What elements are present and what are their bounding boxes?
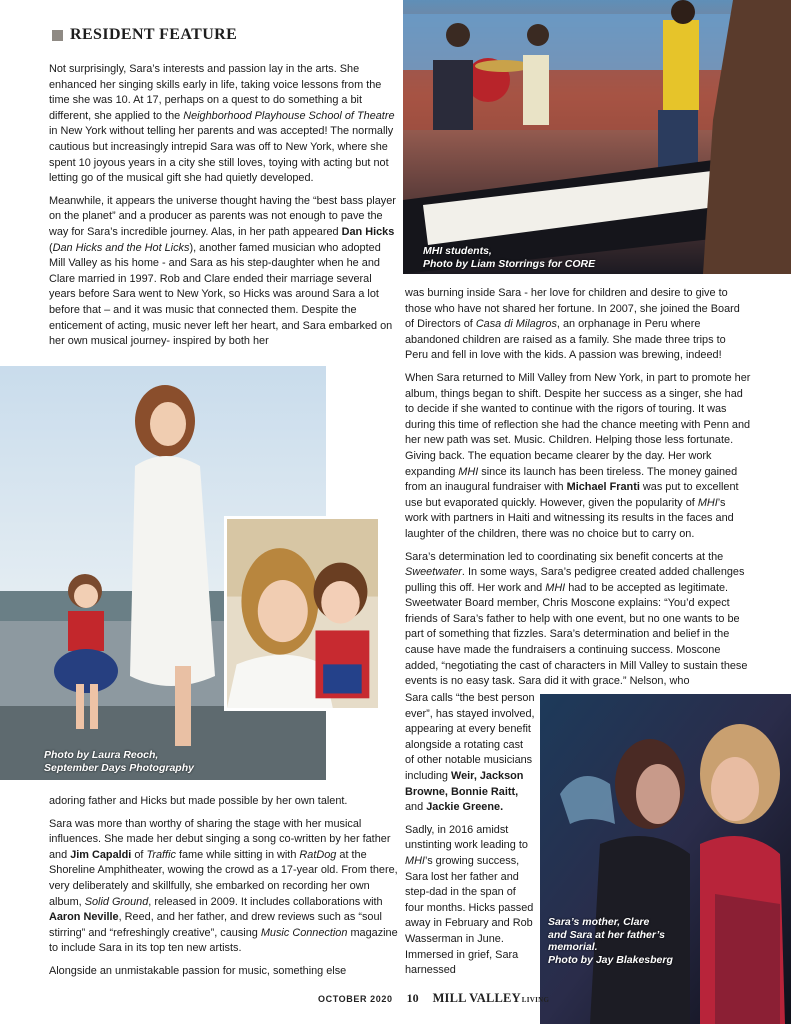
text-run: MHI bbox=[697, 496, 718, 509]
text-run: Michael Franti bbox=[566, 481, 640, 494]
page-number: 10 bbox=[406, 991, 419, 1005]
text-run: ), another famed musician who adopted Mill Valley as his home - and Sara as his step-daughter when he and Clare married in 1997. Rob and Clare ended their marriage several years before Sara went to New York, so Hicks was around Sara a lot before that – and it was music that connected them. Despite the enticement of acting, music never left her heart, and Sara embarked on her own musical journey- inspired by both her bbox=[49, 241, 393, 348]
paragraph bbox=[49, 194, 399, 350]
text-run: Jim Capaldi bbox=[70, 848, 132, 861]
text-run: Weir, Jackson Browne, Bonnie Raitt, bbox=[405, 769, 524, 798]
paragraph bbox=[49, 794, 399, 810]
paragraph bbox=[405, 691, 535, 816]
memorial-concert-photo bbox=[540, 694, 791, 1024]
students-caption: MHI students, Photo by Liam Storrings for CORE bbox=[423, 245, 596, 270]
column-1-bottom bbox=[49, 794, 399, 978]
magazine-brand-sub: LIVING bbox=[521, 996, 550, 1004]
text-run: Not surprisingly, Sara’s interests and passion lay in the arts. She enhanced her singing skills early in life, taking voice lessons from the time she was 10. At 17, perhaps on a quest to do something a bit different, she applied to the bbox=[49, 63, 382, 122]
section-header bbox=[52, 26, 237, 44]
paragraph bbox=[49, 964, 399, 978]
beach-caption: Photo by Laura Reoch, September Days Photography bbox=[44, 749, 194, 774]
text-run: Dan Hicks bbox=[341, 225, 395, 238]
text-run: Meanwhile, it appears the universe thought having the “best bass player on the planet” and a producer as parents was not enough to pave the way for Sara’s incredible journey. Alas, in her path appeared bbox=[49, 194, 396, 238]
text-run: When Sara returned to Mill Valley from New York, in part to promote her album, things began to shift. Despite her success as a singer, she had to decide if she wanted to continue with the rigors of touring. It was during this time of reflection she had the chance meeting with Penn and her new path was set. Music. Children. Helping those less fortunate. Giving back. The equation became clearer by the day. Her work expanding bbox=[405, 371, 751, 478]
text-run: was burning inside Sara - her love for children and desire to give to those who have not shared her fortune. In 2007, she joined the Board of Directors of bbox=[405, 287, 740, 331]
text-run: Music Connection bbox=[260, 926, 348, 939]
paragraph bbox=[49, 817, 399, 957]
concert-caption: Sara’s mother, Clare and Sara at her father’s memorial. Photo by Jay Blakesberg bbox=[548, 916, 673, 966]
text-run: magazine to include Sara in its top ten new artists. bbox=[49, 926, 398, 955]
header-square-icon bbox=[52, 30, 63, 41]
text-run: RatDog bbox=[299, 848, 337, 861]
section-title: RESIDENT FEATURE bbox=[70, 26, 238, 43]
text-run: Traffic bbox=[146, 848, 176, 861]
text-run: in New York without telling her parents and was accepted! The normally cautious but increasingly intrepid Sara was off to New York, where she spent 10 joyous years in a city she still loves, toying with acting but not letting go of the musical gift she had quietly developed. bbox=[49, 125, 394, 185]
paragraph bbox=[405, 823, 535, 977]
text-run: ’s growing success, Sara lost her father and step-dad in the span of four months. Hicks passed away in February and Rob Wasserman in June. Immersed in grief, Sara harnessed bbox=[405, 854, 534, 977]
paragraph bbox=[405, 550, 751, 690]
column-1-top bbox=[49, 62, 399, 362]
text-run: at the Shoreline Amphitheater, wowing the crowd as a 17-year old. From there, very deliberately and skillfully, she embarked on recording her own album, bbox=[49, 848, 398, 908]
text-run: Sara’s determination led to coordinating six benefit concerts at the bbox=[405, 550, 724, 563]
paragraph bbox=[405, 286, 751, 364]
mhi-students-photo bbox=[403, 0, 791, 274]
text-run: Aaron Neville bbox=[49, 911, 119, 924]
text-run: , Reed, and her father, and drew reviews such as “soul stirring” and “refreshingly creative”, causing bbox=[49, 911, 382, 939]
text-run: , an orphanage in Peru where abandoned children are raised as a family. She made three trips to Peru and fell in love with the kids. A passion was brewing, indeed! bbox=[405, 318, 726, 362]
text-run: was put to excellent use but evaporated quickly. However, given the popularity of bbox=[405, 481, 739, 509]
paragraph bbox=[405, 371, 751, 543]
text-run: Solid Ground bbox=[84, 895, 149, 908]
text-run: had to be accepted as legitimate. Sweetwater Board member, Chris Moscone explains: “You’d expect friends of Sara’s father to help with one event, but no one wants to be part of something that fizzles. Sara’s determination and belief in the cause have made the fundraisers a continuing success. Moscone added, “negotiating the cast of characters in Mill Valley to sustain these events is no easy task. Sara did it with grace.” Nelson, who bbox=[405, 581, 748, 688]
column-2 bbox=[405, 286, 751, 694]
text-run: . In some ways, Sara’s pedigree created added challenges pulling this off. Her work and bbox=[405, 566, 745, 594]
issue-date: OCTOBER 2020 bbox=[318, 994, 393, 1004]
text-run: ( bbox=[49, 241, 53, 254]
text-run: Jackie Greene. bbox=[426, 801, 504, 814]
magazine-brand: MILL VALLEY bbox=[432, 991, 521, 1005]
text-run: MHI bbox=[458, 465, 479, 478]
text-run: MHI bbox=[405, 854, 425, 867]
text-run: fame while sitting in with bbox=[175, 848, 300, 861]
text-run: Sara was more than worthy of sharing the stage with her musical influences. She made her debut singing a song co-written by her father and bbox=[49, 817, 391, 861]
text-run: Sweetwater bbox=[405, 566, 462, 579]
text-run: , released in 2009. It includes collaborations with bbox=[148, 895, 383, 908]
text-run: since its launch has been tireless. The money gained from an inaugural fundraiser with bbox=[405, 465, 738, 494]
text-run: adoring father and Hicks but made possible by her own talent. bbox=[49, 795, 348, 807]
text-run: Casa di Milagros bbox=[475, 318, 557, 331]
text-run: ’s work with partners in Haiti and witnessing its results in the faces and laughter of the children, there was no choice but to carry on. bbox=[405, 496, 734, 540]
paragraph bbox=[49, 62, 399, 187]
text-run: Alongside an unmistakable passion for music, something else bbox=[49, 964, 347, 977]
text-run: and bbox=[405, 801, 427, 814]
mother-daughter-portrait-photo bbox=[224, 516, 381, 711]
text-run: Neighborhood Playhouse School of Theatre bbox=[183, 109, 395, 122]
column-2-narrow bbox=[405, 691, 535, 977]
text-run: Sadly, in 2016 amidst unstinting work leading to bbox=[405, 823, 528, 852]
text-run: Dan Hicks and the Hot Licks bbox=[52, 241, 190, 254]
text-run: Sara calls “the best person ever”, has stayed involved, appearing at every benefit alongside a rotating cast of other notable musicians including bbox=[405, 692, 535, 782]
page-footer bbox=[318, 991, 549, 1006]
text-run: MHI bbox=[545, 581, 566, 594]
text-run: of bbox=[131, 848, 147, 861]
